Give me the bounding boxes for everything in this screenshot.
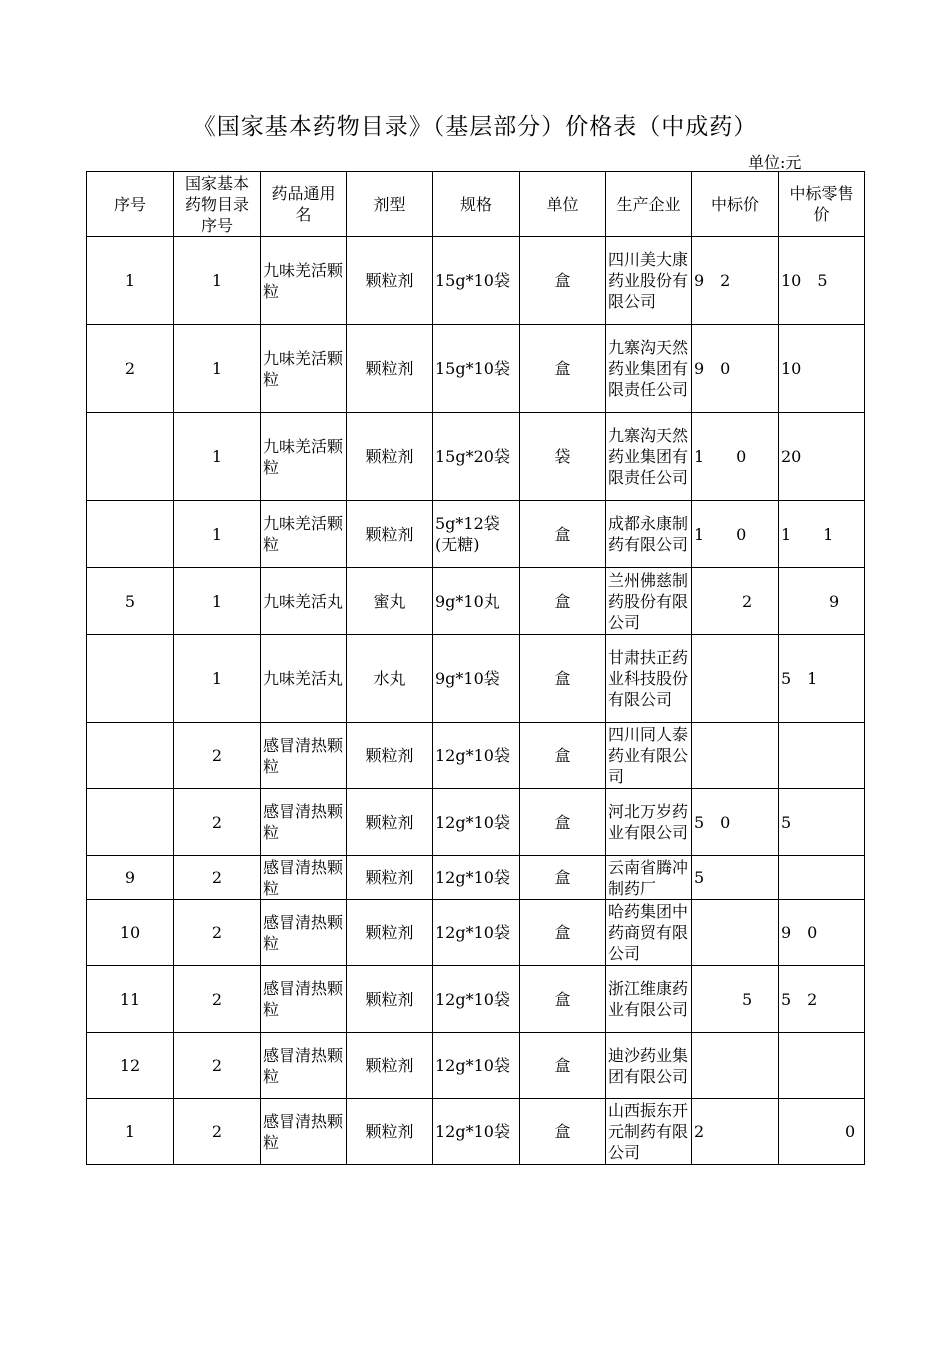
cell-spec: 12g*10袋 — [433, 900, 520, 966]
cell-catalog-no: 1 — [174, 413, 261, 501]
cell-form: 颗粒剂 — [347, 789, 433, 856]
header-name: 药品通用名 — [261, 172, 347, 237]
cell-name: 九味羌活颗粒 — [261, 501, 347, 568]
header-retail-price: 中标零售价 — [779, 172, 865, 237]
cell-catalog-no: 1 — [174, 501, 261, 568]
cell-form: 水丸 — [347, 635, 433, 723]
table-row — [87, 501, 865, 568]
cell-spec: 12g*10袋 — [433, 1099, 520, 1165]
cell-unit: 盒 — [520, 856, 606, 900]
cell-name: 九味羌活颗粒 — [261, 413, 347, 501]
cell-manufacturer: 山西振东开元制药有限公司 — [606, 1099, 692, 1165]
cell-name: 九味羌活丸 — [261, 635, 347, 723]
cell-seq: 11 — [87, 966, 174, 1033]
cell-manufacturer: 云南省腾冲制药厂 — [606, 856, 692, 900]
cell-name: 感冒清热颗粒 — [261, 723, 347, 789]
cell-name: 感冒清热颗粒 — [261, 966, 347, 1033]
cell-retail-price: 20 — [779, 413, 865, 501]
cell-spec: 15g*10袋 — [433, 237, 520, 325]
cell-seq — [87, 789, 174, 856]
cell-manufacturer: 四川同人泰药业有限公司 — [606, 723, 692, 789]
cell-bid-price: 1 0 — [692, 501, 779, 568]
cell-seq: 5 — [87, 568, 174, 635]
cell-seq: 12 — [87, 1033, 174, 1099]
cell-seq: 1 — [87, 237, 174, 325]
cell-manufacturer: 九寨沟天然药业集团有限责任公司 — [606, 413, 692, 501]
cell-bid-price — [692, 635, 779, 723]
header-spec: 规格 — [433, 172, 520, 237]
cell-bid-price: 2 — [692, 1099, 779, 1165]
cell-seq: 9 — [87, 856, 174, 900]
cell-catalog-no: 2 — [174, 789, 261, 856]
cell-form: 颗粒剂 — [347, 325, 433, 413]
table-row — [87, 1033, 865, 1099]
cell-manufacturer: 兰州佛慈制药股份有限公司 — [606, 568, 692, 635]
header-bid-price: 中标价 — [692, 172, 779, 237]
cell-manufacturer: 四川美大康药业股份有限公司 — [606, 237, 692, 325]
cell-catalog-no: 1 — [174, 325, 261, 413]
cell-retail-price — [779, 723, 865, 789]
cell-manufacturer: 哈药集团中药商贸有限公司 — [606, 900, 692, 966]
price-table — [86, 171, 865, 1165]
cell-unit: 盒 — [520, 325, 606, 413]
cell-seq: 1 — [87, 1099, 174, 1165]
cell-catalog-no: 2 — [174, 723, 261, 789]
cell-form: 颗粒剂 — [347, 1099, 433, 1165]
cell-form: 颗粒剂 — [347, 501, 433, 568]
cell-retail-price — [779, 856, 865, 900]
cell-unit: 袋 — [520, 413, 606, 501]
table-row — [87, 413, 865, 501]
cell-retail-price: 10 — [779, 325, 865, 413]
cell-retail-price — [779, 1033, 865, 1099]
cell-name: 九味羌活丸 — [261, 568, 347, 635]
cell-spec: 15g*10袋 — [433, 325, 520, 413]
cell-unit: 盒 — [520, 1033, 606, 1099]
cell-retail-price: 5 1 — [779, 635, 865, 723]
cell-retail-price: 9 0 — [779, 900, 865, 966]
cell-manufacturer: 浙江维康药业有限公司 — [606, 966, 692, 1033]
cell-unit: 盒 — [520, 966, 606, 1033]
table-row — [87, 237, 865, 325]
cell-bid-price — [692, 900, 779, 966]
cell-manufacturer: 成都永康制药有限公司 — [606, 501, 692, 568]
cell-bid-price: 1 0 — [692, 413, 779, 501]
page-title: 《国家基本药物目录》（基层部分）价格表（中成药） — [192, 114, 758, 140]
cell-unit: 盒 — [520, 635, 606, 723]
cell-unit: 盒 — [520, 900, 606, 966]
cell-bid-price: 9 0 — [692, 325, 779, 413]
cell-bid-price: 5 0 — [692, 789, 779, 856]
cell-spec: 12g*10袋 — [433, 789, 520, 856]
cell-form: 颗粒剂 — [347, 723, 433, 789]
cell-manufacturer: 九寨沟天然药业集团有限责任公司 — [606, 325, 692, 413]
cell-spec: 15g*20袋 — [433, 413, 520, 501]
cell-seq — [87, 723, 174, 789]
cell-name: 感冒清热颗粒 — [261, 1033, 347, 1099]
cell-spec: 12g*10袋 — [433, 723, 520, 789]
cell-catalog-no: 1 — [174, 237, 261, 325]
cell-catalog-no: 2 — [174, 856, 261, 900]
cell-manufacturer: 甘肃扶正药业科技股份有限公司 — [606, 635, 692, 723]
cell-seq — [87, 635, 174, 723]
unit-label: 单位:元 — [748, 153, 802, 172]
header-unit: 单位 — [520, 172, 606, 237]
cell-name: 感冒清热颗粒 — [261, 789, 347, 856]
cell-seq: 10 — [87, 900, 174, 966]
cell-form: 颗粒剂 — [347, 966, 433, 1033]
cell-bid-price: 5 — [692, 856, 779, 900]
cell-seq: 2 — [87, 325, 174, 413]
cell-bid-price: 5 — [692, 966, 779, 1033]
cell-name: 九味羌活颗粒 — [261, 325, 347, 413]
cell-unit: 盒 — [520, 568, 606, 635]
cell-form: 颗粒剂 — [347, 1033, 433, 1099]
cell-catalog-no: 1 — [174, 635, 261, 723]
cell-manufacturer: 河北万岁药业有限公司 — [606, 789, 692, 856]
cell-retail-price: 9 — [779, 568, 865, 635]
cell-catalog-no: 2 — [174, 1033, 261, 1099]
cell-catalog-no: 2 — [174, 1099, 261, 1165]
cell-name: 感冒清热颗粒 — [261, 856, 347, 900]
cell-spec: 12g*10袋 — [433, 856, 520, 900]
cell-retail-price: 5 — [779, 789, 865, 856]
cell-retail-price: 1 1 — [779, 501, 865, 568]
cell-unit: 盒 — [520, 723, 606, 789]
cell-form: 颗粒剂 — [347, 413, 433, 501]
table-row — [87, 966, 865, 1033]
table-row — [87, 1099, 865, 1165]
cell-seq — [87, 501, 174, 568]
cell-spec: 12g*10袋 — [433, 966, 520, 1033]
cell-unit: 盒 — [520, 1099, 606, 1165]
cell-catalog-no: 1 — [174, 568, 261, 635]
cell-spec: 12g*10袋 — [433, 1033, 520, 1099]
cell-retail-price: 10 5 — [779, 237, 865, 325]
cell-catalog-no: 2 — [174, 966, 261, 1033]
cell-unit: 盒 — [520, 789, 606, 856]
cell-bid-price — [692, 1033, 779, 1099]
cell-form: 蜜丸 — [347, 568, 433, 635]
cell-spec: 9g*10袋 — [433, 635, 520, 723]
cell-form: 颗粒剂 — [347, 900, 433, 966]
table-row — [87, 900, 865, 966]
header-catalog-no: 国家基本药物目录序号 — [174, 172, 261, 237]
table-row — [87, 635, 865, 723]
cell-bid-price: 2 — [692, 568, 779, 635]
cell-name: 感冒清热颗粒 — [261, 1099, 347, 1165]
header-seq: 序号 — [87, 172, 174, 237]
cell-retail-price: 0 — [779, 1099, 865, 1165]
table-body — [87, 237, 865, 1165]
cell-spec: 9g*10丸 — [433, 568, 520, 635]
table-row — [87, 856, 865, 900]
table-row — [87, 325, 865, 413]
cell-manufacturer: 迪沙药业集团有限公司 — [606, 1033, 692, 1099]
cell-form: 颗粒剂 — [347, 856, 433, 900]
header-manufacturer: 生产企业 — [606, 172, 692, 237]
header-form: 剂型 — [347, 172, 433, 237]
cell-retail-price: 5 2 — [779, 966, 865, 1033]
cell-seq — [87, 413, 174, 501]
cell-name: 九味羌活颗粒 — [261, 237, 347, 325]
cell-bid-price: 9 2 — [692, 237, 779, 325]
cell-name: 感冒清热颗粒 — [261, 900, 347, 966]
cell-catalog-no: 2 — [174, 900, 261, 966]
cell-spec: 5g*12袋(无糖) — [433, 501, 520, 568]
cell-unit: 盒 — [520, 237, 606, 325]
cell-bid-price — [692, 723, 779, 789]
table-row — [87, 568, 865, 635]
table-header-row — [87, 172, 865, 237]
cell-unit: 盒 — [520, 501, 606, 568]
cell-form: 颗粒剂 — [347, 237, 433, 325]
table-row — [87, 789, 865, 856]
table-row — [87, 723, 865, 789]
